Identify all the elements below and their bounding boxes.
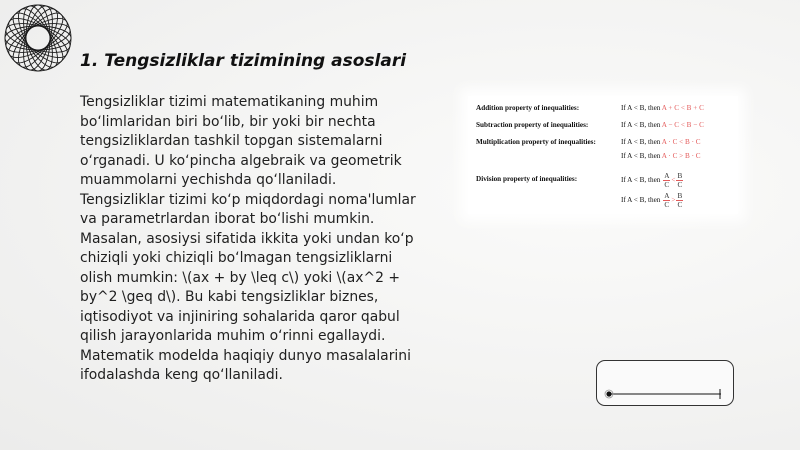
table-row xyxy=(476,192,732,210)
table-row xyxy=(476,152,732,164)
property-label: Division property of inequalities: xyxy=(476,175,578,183)
rosette-petal xyxy=(6,6,70,70)
property-label: Multiplication property of inequalities: xyxy=(476,138,596,146)
rosette-petal xyxy=(6,6,70,70)
table-row xyxy=(476,104,732,116)
table-row xyxy=(476,172,732,190)
table-row xyxy=(476,138,732,150)
property-expression: If A < B, then A − C < B − C xyxy=(621,121,704,129)
property-label: Addition property of inequalities: xyxy=(476,104,580,112)
table-row xyxy=(476,121,732,133)
property-label: Subtraction property of inequalities: xyxy=(476,121,589,129)
rosette-petal xyxy=(5,26,71,50)
slide-title: 1. Tengsizliklar tizimining asoslari xyxy=(80,51,407,71)
property-expression: If A < B, then A + C < B + C xyxy=(621,104,704,112)
property-expression: If A < B, then $\frac{A}{C}$ > $\frac{B}{C}$ xyxy=(621,192,683,209)
property-expression: If A < B, then A · C > B · C xyxy=(621,152,701,160)
number-line-icon xyxy=(597,361,733,405)
inequality-properties-table xyxy=(468,96,738,214)
number-line-card xyxy=(596,360,734,406)
property-expression: If A < B, then A · C < B · C xyxy=(621,138,701,146)
geometric-rosette-logo xyxy=(2,2,74,74)
body-paragraph: Tengsizliklar tizimi matematikaning muhim bo‘limlaridan biri bo‘lib, bir yoki bir nechta tengsizliklardan tashkil topgan sistemalarni o‘rganadi. U ko‘pincha algebraik va geometrik muammolarni yechishda qo‘llaniladi. Tengsizliklar tizimi ko‘p miqdordagi noma'lumlar va parametrlardan iborat bo‘lishi mumkin. Masalan, asosiysi sifatida ikkita yoki undan ko‘p chiziqli yoki chiziqli bo‘lmagan tengsizliklarni olish mumkin: \(ax + by \leq c\) yoki \(ax^2 + by^2 \geq d\). Bu kabi tengsizliklar biznes, iqtisodiyot va injiniring sohalarida qaror qabul qilish jarayonlarida muhim o‘rinni egallaydi. Matematik modelda haqiqiy dunyo masalalarini ifodalashda keng qo‘llaniladi. xyxy=(80,94,416,383)
property-expression: If A < B, then $\frac{A}{C}$ < $\frac{B}{C}$ xyxy=(621,172,683,189)
rosette-petal xyxy=(26,5,50,71)
